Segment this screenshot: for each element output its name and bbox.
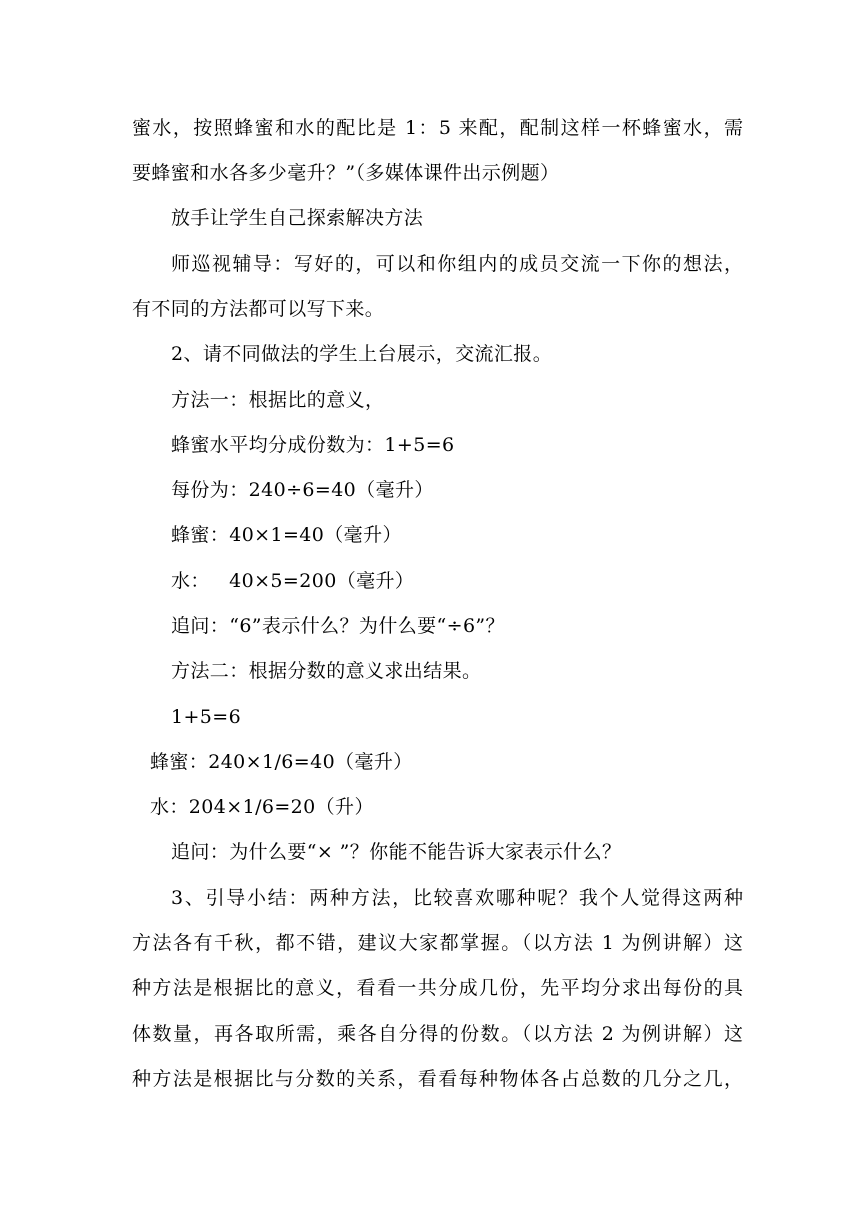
text-line-2: 要蜂蜜和水各多少毫升？”（多媒体课件出示例题） [132, 162, 560, 184]
text-line-3: 放手让学生自己探索解决方法 [171, 207, 424, 229]
text-line-10: 蜂蜜：40×1=40（毫升） [171, 524, 402, 546]
text-line-6: 2、请不同做法的学生上台展示，交流汇报。 [171, 343, 553, 365]
text-line-20: 种方法是根据比的意义，看看一共分成几份，先平均分求出每份的具 [132, 977, 743, 999]
text-line-5: 有不同的方法都可以写下来。 [132, 298, 385, 320]
text-line-1: 蜜水，按照蜂蜜和水的配比是 1：5 来配，配制这样一杯蜂蜜水，需 [132, 117, 743, 139]
text-line-14: 1+5=6 [171, 706, 242, 728]
text-line-11: 水： 40×5=200（毫升） [171, 570, 415, 592]
text-line-4: 师巡视辅导：写好的，可以和你组内的成员交流一下你的想法， [171, 253, 743, 275]
text-line-12: 追问：“6”表示什么？为什么要“÷6”？ [171, 615, 505, 637]
text-line-21: 体数量，再各取所需，乘各自分得的份数。（以方法 2 为例讲解）这 [132, 1023, 743, 1045]
text-line-13: 方法二：根据分数的意义求出结果。 [171, 660, 482, 682]
text-line-15: 蜂蜜：240×1/6=40（毫升） [150, 751, 413, 773]
text-line-9: 每份为：240÷6=40（毫升） [171, 479, 434, 501]
text-line-7: 方法一：根据比的意义， [171, 389, 385, 411]
text-line-18: 3、引导小结：两种方法，比较喜欢哪种呢？我个人觉得这两种 [171, 887, 743, 909]
text-line-8: 蜂蜜水平均分成份数为：1+5=6 [171, 434, 455, 456]
text-line-16: 水：204×1/6=20（升） [150, 796, 374, 818]
text-line-19: 方法各有千秋，都不错，建议大家都掌握。（以方法 1 为例讲解）这 [132, 932, 743, 954]
text-line-22: 种方法是根据比与分数的关系，看看每种物体各占总数的几分之几， [132, 1068, 743, 1090]
text-line-17: 追问：为什么要“× ”？你能不能告诉大家表示什么？ [171, 841, 622, 863]
